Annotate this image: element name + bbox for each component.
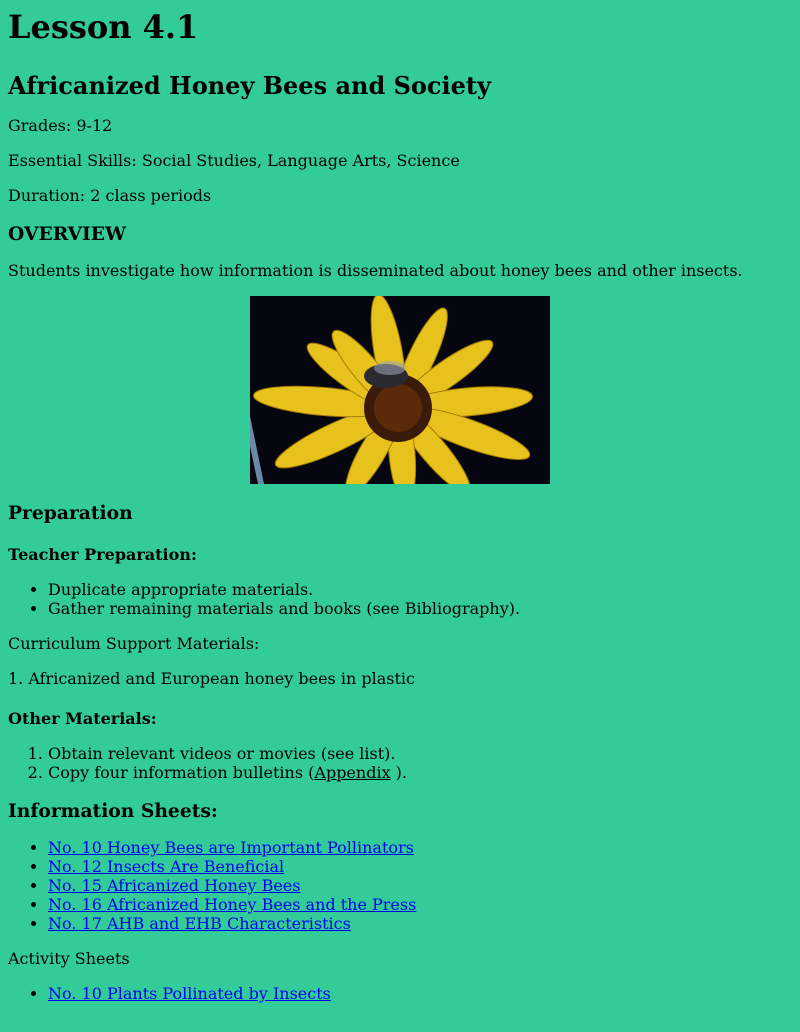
- list-item: • Duplicate appropriate materials.: [48, 580, 792, 599]
- activity-sheets-list: [8, 984, 792, 1003]
- info-sheet-link[interactable]: No. 17 AHB and EHB Characteristics: [48, 914, 351, 933]
- info-sheet-link[interactable]: No. 10 Honey Bees are Important Pollinators: [48, 838, 414, 857]
- lesson-title: Lesson 4.1: [8, 8, 199, 46]
- teacher-preparation-heading: Teacher Preparation:: [8, 545, 197, 564]
- info-sheet-link[interactable]: No. 15 Africanized Honey Bees: [48, 876, 301, 895]
- info-sheet-link[interactable]: No. 12 Insects Are Beneficial: [48, 857, 285, 876]
- lesson-subtitle: Africanized Honey Bees and Society: [8, 71, 491, 100]
- list-item: [48, 914, 792, 933]
- duration: Duration: 2 class periods: [8, 186, 212, 205]
- curriculum-support-label: Curriculum Support Materials:: [8, 634, 260, 653]
- list-item: [48, 876, 792, 895]
- grades: Grades: 9-12: [8, 116, 113, 135]
- list-item: [48, 838, 792, 857]
- overview-text: Students investigate how information is disseminated about honey bees and other insects.: [8, 261, 743, 280]
- bee-on-flower-image: [8, 296, 792, 484]
- list-item-text: Copy four information bulletins (: [48, 763, 315, 782]
- list-item: [48, 895, 792, 914]
- information-sheets-list: [8, 838, 792, 933]
- list-item: [48, 763, 792, 782]
- list-item: [48, 857, 792, 876]
- list-item: • Gather remaining materials and books (see Bibliography).: [48, 599, 792, 618]
- list-item: 1. Obtain relevant videos or movies (see list).: [48, 744, 792, 763]
- bee-flower-photo: [250, 296, 550, 484]
- list-item-text: ).: [390, 763, 408, 782]
- preparation-heading: Preparation: [8, 502, 133, 524]
- information-sheets-heading: Information Sheets:: [8, 800, 218, 822]
- overview-heading: OVERVIEW: [8, 223, 127, 245]
- other-materials-heading: Other Materials:: [8, 709, 157, 728]
- curriculum-support-item: 1. Africanized and European honey bees in plastic: [8, 669, 415, 688]
- activity-sheet-link[interactable]: No. 10 Plants Pollinated by Insects: [48, 984, 331, 1003]
- teacher-preparation-list: [8, 580, 792, 618]
- appendix-link[interactable]: Appendix: [314, 763, 391, 782]
- other-materials-list: [8, 744, 792, 782]
- essential-skills: Essential Skills: Social Studies, Language Arts, Science: [8, 151, 460, 170]
- info-sheet-link[interactable]: No. 16 Africanized Honey Bees and the Press: [48, 895, 417, 914]
- activity-sheets-label: Activity Sheets: [8, 949, 130, 968]
- list-item: [48, 984, 792, 1003]
